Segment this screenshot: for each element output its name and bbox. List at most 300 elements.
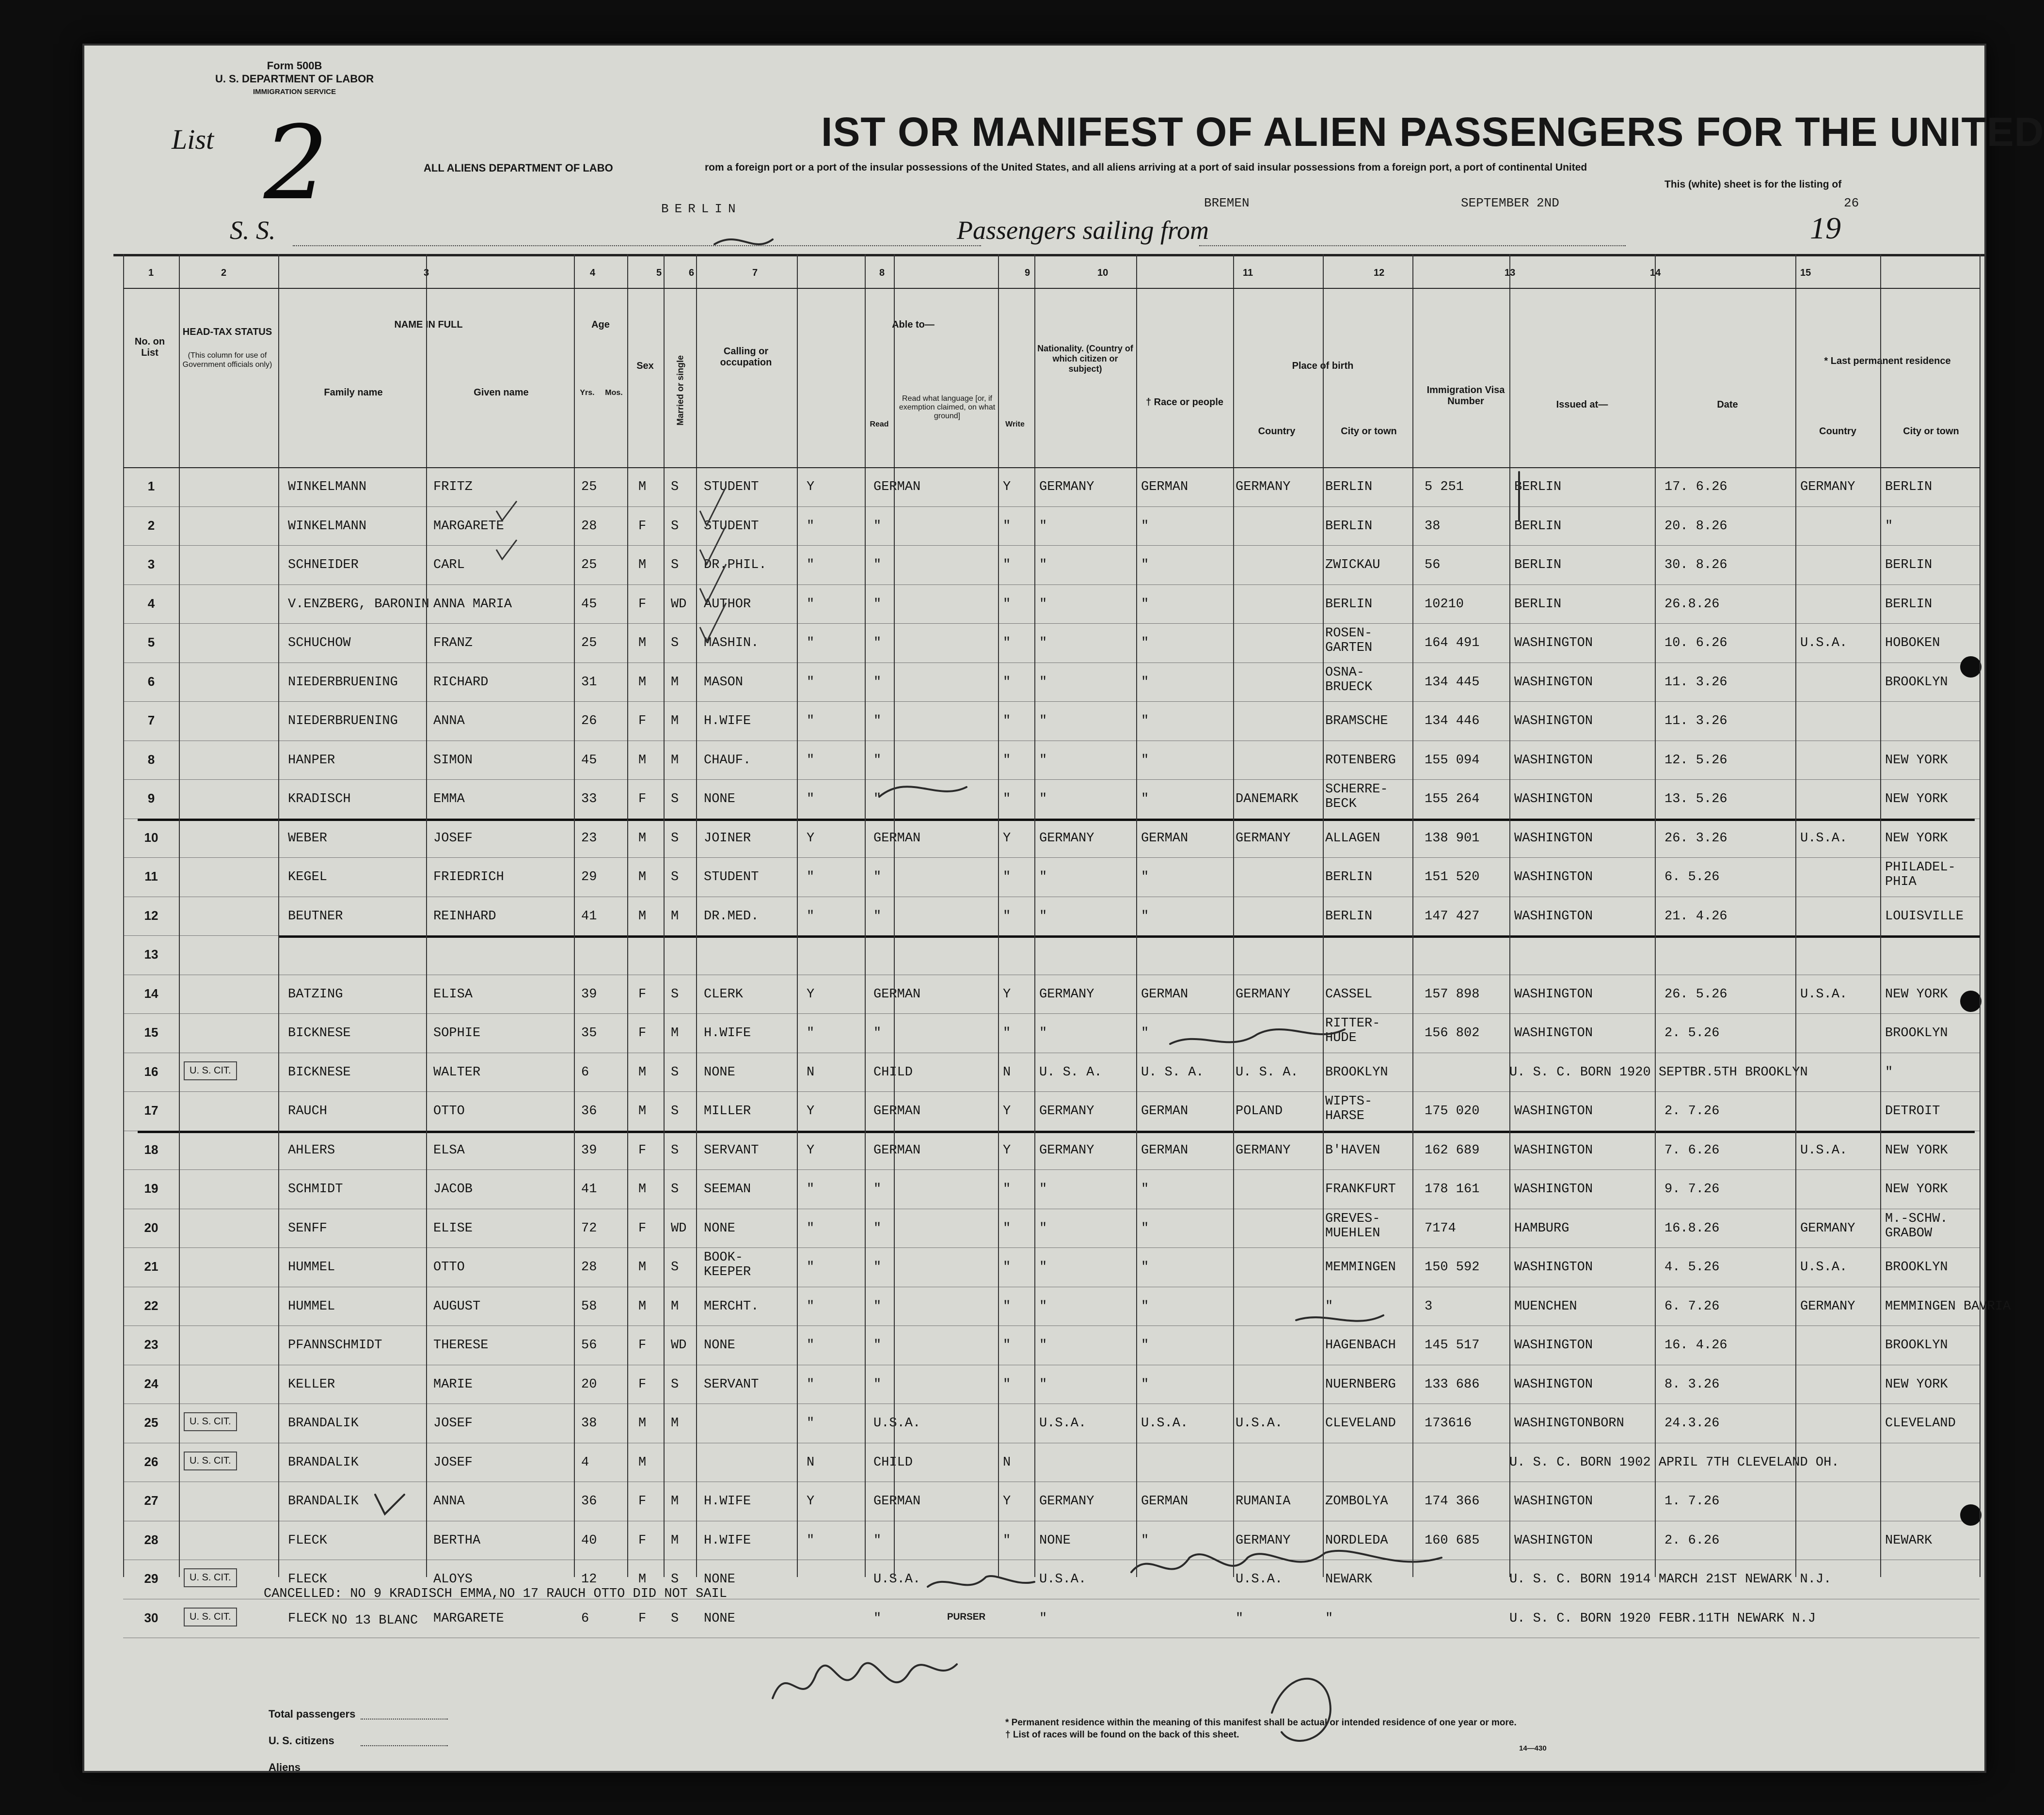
cell-lang: " xyxy=(873,597,882,612)
cell-rcity: M.-SCHW. GRABOW xyxy=(1885,1211,1948,1241)
cell-issued: U. S. C. BORN 1914 MARCH 21ST NEWARK N.J. xyxy=(1509,1572,1832,1587)
cell-issued: WASHINGTON xyxy=(1514,1143,1593,1158)
col-num-1: 1 xyxy=(148,268,154,278)
header-race: † Race or people xyxy=(1145,397,1224,408)
cell-nat: U.S.A. xyxy=(1039,1416,1087,1431)
cell-age: 6 xyxy=(581,1065,589,1080)
cell-given: MARGARETE xyxy=(433,1611,504,1626)
cell-sex: F xyxy=(638,1221,647,1236)
header-months: Mos. xyxy=(605,389,623,397)
cell-family: SENFF xyxy=(288,1221,328,1236)
col-num-4: 4 xyxy=(590,268,596,278)
cell-sex: F xyxy=(638,1533,647,1548)
cell-sex: M xyxy=(638,909,647,924)
cell-family: SCHNEIDER xyxy=(288,558,359,572)
cell-family: HUMMEL xyxy=(288,1260,335,1275)
cell-age: 20 xyxy=(581,1377,597,1392)
cell-given: JOSEF xyxy=(433,1416,473,1431)
cell-visa: 5 251 xyxy=(1425,480,1464,494)
cell-nat: " xyxy=(1039,597,1047,612)
cell-bcountry: GERMANY xyxy=(1236,1533,1291,1548)
cell-race: " xyxy=(1141,870,1149,884)
cell-visa: 134 445 xyxy=(1425,675,1480,690)
grid-vline xyxy=(1980,254,1981,1577)
cell-lang: " xyxy=(873,909,882,924)
cell-issued: WASHINGTON xyxy=(1514,792,1593,806)
cell-family: PFANNSCHMIDT xyxy=(288,1338,382,1353)
cell-race: " xyxy=(1141,1533,1149,1548)
cell-read: " xyxy=(807,792,815,806)
cell-nat: " xyxy=(1039,792,1047,806)
us-citizens-label: U. S. citizens xyxy=(269,1735,334,1747)
cell-ms: S xyxy=(671,519,679,534)
cell-given: REINHARD xyxy=(433,909,496,924)
grid-header-rule xyxy=(123,467,1980,468)
row-number: 24 xyxy=(144,1376,158,1391)
cell-rcity: NEWARK xyxy=(1885,1533,1933,1548)
cell-issued: WASHINGTON xyxy=(1514,753,1593,768)
cell-visa: 147 427 xyxy=(1425,909,1480,924)
cell-family: BICKNESE xyxy=(288,1065,351,1080)
us-citizen-stamp: U. S. CIT. xyxy=(184,1452,237,1470)
cell-ms: M xyxy=(671,753,679,768)
aliens-label: Aliens xyxy=(269,1761,301,1773)
cell-ms: M xyxy=(671,1416,679,1431)
cell-visa: 56 xyxy=(1425,558,1441,572)
cell-nat: " xyxy=(1039,1377,1047,1392)
cell-nat: " xyxy=(1039,519,1047,534)
cell-bcity: BERLIN xyxy=(1325,870,1373,884)
cell-age: 31 xyxy=(581,675,597,690)
cell-visa: 160 685 xyxy=(1425,1533,1480,1548)
row-number: 23 xyxy=(144,1337,158,1352)
cell-race: " xyxy=(1141,1182,1149,1197)
cell-date: 30. 8.26 xyxy=(1664,558,1727,572)
cell-issued: WASHINGTON xyxy=(1514,675,1593,690)
cell-issued: U. S. C. BORN 1920 FEBR.11TH NEWARK N.J xyxy=(1509,1611,1816,1626)
grid-vline xyxy=(1233,254,1234,1577)
cell-nat: " xyxy=(1039,1338,1047,1353)
cell-date: 26.8.26 xyxy=(1664,597,1720,612)
cell-family: KELLER xyxy=(288,1377,335,1392)
row-number: 28 xyxy=(144,1532,158,1547)
cell-sex: M xyxy=(638,1572,647,1587)
punch-hole-1 xyxy=(1960,656,1981,678)
cell-race: U. S. A. xyxy=(1141,1065,1204,1080)
cell-sex: M xyxy=(638,870,647,884)
cell-race: GERMAN xyxy=(1141,480,1188,494)
cell-occ: H.WIFE xyxy=(704,1533,751,1548)
cell-occ: SEEMAN xyxy=(704,1182,751,1197)
cell-age: 26 xyxy=(581,714,597,728)
cell-lang: " xyxy=(873,1611,882,1626)
cell-given: AUGUST xyxy=(433,1299,481,1314)
cell-issued: WASHINGTON xyxy=(1514,1377,1593,1392)
cell-read: N xyxy=(807,1455,815,1470)
cell-write: Y xyxy=(1003,831,1011,846)
col-num-14: 14 xyxy=(1650,268,1661,278)
cell-bcountry: POLAND xyxy=(1236,1104,1283,1119)
cell-given: BERTHA xyxy=(433,1533,481,1548)
cell-rcity: CLEVELAND xyxy=(1885,1416,1956,1431)
row-number: 26 xyxy=(144,1454,158,1469)
cell-write: N xyxy=(1003,1455,1011,1470)
header-given-name: Given name xyxy=(474,387,529,398)
col-num-5: 5 xyxy=(656,268,662,278)
cell-rcity: LOUISVILLE xyxy=(1885,909,1964,924)
cell-occ: STUDENT xyxy=(704,870,759,884)
cell-write: " xyxy=(1003,1377,1011,1392)
cell-race: " xyxy=(1141,714,1149,728)
cell-date: 11. 3.26 xyxy=(1664,714,1727,728)
cell-read: " xyxy=(807,1416,815,1431)
cell-family: V.ENZBERG, BARONIN xyxy=(288,597,429,612)
purser-label: PURSER xyxy=(947,1612,986,1622)
cell-occ: NONE xyxy=(704,1338,735,1353)
col-num-11: 11 xyxy=(1243,268,1253,278)
cell-race: " xyxy=(1141,792,1149,806)
cell-rcountry: U.S.A. xyxy=(1800,831,1848,846)
header-read-language: Read what language [or, if exemption claimed, on what ground] xyxy=(899,395,996,420)
cell-bcity: SCHERRE- BECK xyxy=(1325,782,1388,811)
cell-sex: F xyxy=(638,714,647,728)
cell-bcity: GREVES- MUEHLEN xyxy=(1325,1211,1380,1241)
cell-rcity: DETROIT xyxy=(1885,1104,1940,1119)
cell-nat: GERMANY xyxy=(1039,1143,1094,1158)
cell-occ: DR.PHIL. xyxy=(704,558,767,572)
cell-rcity: BROOKLYN xyxy=(1885,675,1948,690)
cell-write: " xyxy=(1003,909,1011,924)
cell-bcountry: RUMANIA xyxy=(1236,1494,1291,1509)
row-number: 27 xyxy=(144,1493,158,1508)
header-res-city: City or town xyxy=(1903,426,1959,437)
cell-ms: S xyxy=(671,792,679,806)
page-title: IST OR MANIFEST OF ALIEN PASSENGERS FOR THE UNITED xyxy=(821,109,2044,155)
cell-sex: F xyxy=(638,519,647,534)
cell-nat: GERMANY xyxy=(1039,1494,1094,1509)
cell-nat: U.S.A. xyxy=(1039,1572,1087,1587)
cell-occ: MERCHT. xyxy=(704,1299,759,1314)
cell-race: GERMAN xyxy=(1141,1494,1188,1509)
cell-occ: NONE xyxy=(704,792,735,806)
cell-issued: WASHINGTON xyxy=(1514,831,1593,846)
row-number: 1 xyxy=(147,479,155,493)
cell-age: 45 xyxy=(581,753,597,768)
cell-rcountry: U.S.A. xyxy=(1800,987,1848,1002)
cell-ms: S xyxy=(671,1143,679,1158)
cell-issued: U. S. C. BORN 1902 APRIL 7TH CLEVELAND OH. xyxy=(1509,1455,1839,1470)
row-number: 6 xyxy=(147,674,155,689)
cell-age: 33 xyxy=(581,792,597,806)
row-number: 21 xyxy=(144,1259,158,1274)
cell-lang: " xyxy=(873,1026,882,1041)
cell-family: HUMMEL xyxy=(288,1299,335,1314)
cell-bcity: BRAMSCHE xyxy=(1325,714,1388,728)
cell-age: 72 xyxy=(581,1221,597,1236)
col-num-3: 3 xyxy=(424,268,429,278)
cell-write: N xyxy=(1003,1065,1011,1080)
cell-given: JACOB xyxy=(433,1182,473,1197)
cell-issued: WASHINGTON xyxy=(1514,870,1593,884)
cell-race: " xyxy=(1141,519,1149,534)
cell-nat: " xyxy=(1039,636,1047,650)
cell-family: RAUCH xyxy=(288,1104,328,1119)
header-place-of-birth: Place of birth xyxy=(1292,361,1354,371)
row-number: 8 xyxy=(147,752,155,767)
cell-occ: CHAUF. xyxy=(704,753,751,768)
cell-family: NIEDERBRUENING xyxy=(288,675,398,690)
cell-occ: STUDENT xyxy=(704,480,759,494)
cell-bcity: ROTENBERG xyxy=(1325,753,1396,768)
cell-bcity: CASSEL xyxy=(1325,987,1373,1002)
cell-rcity: NEW YORK xyxy=(1885,831,1948,846)
cell-family: BEUTNER xyxy=(288,909,343,924)
cell-age: 25 xyxy=(581,558,597,572)
cell-rcountry: U.S.A. xyxy=(1800,1260,1848,1275)
cell-family: KEGEL xyxy=(288,870,328,884)
cell-bcountry: U.S.A. xyxy=(1236,1416,1283,1431)
grid-vline xyxy=(865,254,866,1577)
cell-write: " xyxy=(1003,870,1011,884)
header-last-residence: * Last permanent residence xyxy=(1824,356,1951,366)
cell-occ: MILLER xyxy=(704,1104,751,1119)
cell-visa: 38 xyxy=(1425,519,1441,534)
row-number: 5 xyxy=(147,635,155,649)
cell-bcountry: " xyxy=(1236,1611,1244,1626)
cell-bcountry: GERMANY xyxy=(1236,831,1291,846)
cell-bcity: NUERNBERG xyxy=(1325,1377,1396,1392)
cell-family: HANPER xyxy=(288,753,335,768)
cell-issued: BERLIN xyxy=(1514,597,1562,612)
cell-nat: " xyxy=(1039,1221,1047,1236)
cell-issued: HAMBURG xyxy=(1514,1221,1569,1236)
cell-given: RICHARD xyxy=(433,675,489,690)
grid-vline xyxy=(1655,254,1656,1577)
row-number: 18 xyxy=(144,1142,158,1157)
cell-age: 38 xyxy=(581,1416,597,1431)
cell-issued: WASHINGTONBORN xyxy=(1514,1416,1624,1431)
cell-date: 21. 4.26 xyxy=(1664,909,1727,924)
ship-name: BERLIN xyxy=(661,202,742,216)
cell-read: " xyxy=(807,1221,815,1236)
cell-sex: M xyxy=(638,480,647,494)
cell-lang: U.S.A. xyxy=(873,1416,921,1431)
grid-vline xyxy=(179,254,180,1577)
cell-bcity: ZOMBOLYA xyxy=(1325,1494,1388,1509)
cell-family: FLECK xyxy=(288,1611,328,1626)
cell-given: JOSEF xyxy=(433,1455,473,1470)
cell-bcountry: GERMANY xyxy=(1236,480,1291,494)
grid-vline xyxy=(574,254,575,1577)
cell-visa: 133 686 xyxy=(1425,1377,1480,1392)
grid-vline xyxy=(1880,254,1881,1577)
cell-bcity: ALLAGEN xyxy=(1325,831,1380,846)
cell-bcountry: U. S. A. xyxy=(1236,1065,1299,1080)
row-number: 30 xyxy=(144,1610,158,1625)
cell-issued: BERLIN xyxy=(1514,519,1562,534)
col-num-13: 13 xyxy=(1505,268,1516,278)
cell-write: " xyxy=(1003,519,1011,534)
subtitle-left: ALL ALIENS DEPARTMENT OF LABO xyxy=(424,162,613,174)
cell-visa: 150 592 xyxy=(1425,1260,1480,1275)
cell-visa: 155 264 xyxy=(1425,792,1480,806)
cell-sex: M xyxy=(638,675,647,690)
cell-given: ANNA xyxy=(433,714,465,728)
cell-visa: 7174 xyxy=(1425,1221,1456,1236)
row-number: 15 xyxy=(144,1025,158,1040)
cell-age: 25 xyxy=(581,480,597,494)
cell-bcity: HAGENBACH xyxy=(1325,1338,1396,1353)
col-num-6: 6 xyxy=(689,268,695,278)
cell-issued: WASHINGTON xyxy=(1514,636,1593,650)
col-num-8: 8 xyxy=(879,268,885,278)
cell-nat: U. S. A. xyxy=(1039,1065,1102,1080)
initials-signature xyxy=(928,1576,1034,1587)
cell-sex: M xyxy=(638,1260,647,1275)
cell-race: GERMAN xyxy=(1141,1143,1188,1158)
cell-visa: 145 517 xyxy=(1425,1338,1480,1353)
cell-write: " xyxy=(1003,636,1011,650)
cell-lang: " xyxy=(873,714,882,728)
subtitle-right: rom a foreign port or a port of the insular possessions of the United States, and all aliens arriving at a port of said insular possessions from a foreign port, a port of continental United xyxy=(705,162,1587,173)
cell-read: " xyxy=(807,1182,815,1197)
header-family-name: Family name xyxy=(324,387,383,398)
year-label: 19 xyxy=(1810,211,1841,245)
grid-vline xyxy=(278,254,279,1577)
cell-given: OTTO xyxy=(433,1104,465,1119)
cell-race: " xyxy=(1141,1221,1149,1236)
cell-given: EMMA xyxy=(433,792,465,806)
cell-date: 26. 3.26 xyxy=(1664,831,1727,846)
cell-race: GERMAN xyxy=(1141,987,1188,1002)
departure-port: BREMEN xyxy=(1204,196,1250,210)
grid-vline xyxy=(627,254,628,1577)
row-number: 9 xyxy=(147,791,155,805)
official-signature xyxy=(1131,1551,1442,1572)
cell-date: 6. 7.26 xyxy=(1664,1299,1720,1314)
department-name: U. S. DEPARTMENT OF LABOR xyxy=(215,73,374,85)
cell-bcity: BROOKLYN xyxy=(1325,1065,1388,1080)
cell-age: 39 xyxy=(581,1143,597,1158)
cell-rcountry: U.S.A. xyxy=(1800,1143,1848,1158)
cell-rcountry: GERMANY xyxy=(1800,480,1855,494)
sailing-label: Passengers sailing from xyxy=(957,216,1209,245)
cell-sex: M xyxy=(638,1299,647,1314)
cell-bcity: ZWICKAU xyxy=(1325,558,1380,572)
cell-date: 11. 3.26 xyxy=(1664,675,1727,690)
cell-family: BRANDALIK xyxy=(288,1455,359,1470)
cell-given: WALTER xyxy=(433,1065,481,1080)
cell-age: 40 xyxy=(581,1533,597,1548)
purser-signature xyxy=(773,1663,957,1698)
cell-write: " xyxy=(1003,753,1011,768)
cell-occ: H.WIFE xyxy=(704,714,751,728)
cell-nat: " xyxy=(1039,753,1047,768)
cell-read: " xyxy=(807,753,815,768)
row-number: 16 xyxy=(144,1064,158,1079)
cell-read: " xyxy=(807,1533,815,1548)
cell-visa: 162 689 xyxy=(1425,1143,1480,1158)
header-able-to: Able to— xyxy=(892,319,935,330)
cell-race: " xyxy=(1141,636,1149,650)
cell-read: " xyxy=(807,1260,815,1275)
cell-occ: MASON xyxy=(704,675,744,690)
cell-given: ELISE xyxy=(433,1221,473,1236)
cell-race: " xyxy=(1141,1260,1149,1275)
cell-nat: " xyxy=(1039,1299,1047,1314)
row-number: 29 xyxy=(144,1571,158,1586)
row-number: 14 xyxy=(144,986,158,1001)
cell-age: 36 xyxy=(581,1104,597,1119)
cell-bcountry: GERMANY xyxy=(1236,1143,1291,1158)
cell-lang: GERMAN xyxy=(873,987,921,1002)
cell-bcountry: GERMANY xyxy=(1236,987,1291,1002)
row-number: 22 xyxy=(144,1298,158,1313)
cell-lang: " xyxy=(873,1260,882,1275)
cell-read: Y xyxy=(807,987,815,1002)
cell-given: ELSA xyxy=(433,1143,465,1158)
cell-age: 4 xyxy=(581,1455,589,1470)
header-no-on-list: No. on List xyxy=(134,336,165,358)
cell-read: " xyxy=(807,1026,815,1041)
punch-hole-2 xyxy=(1960,991,1981,1012)
cell-lang: " xyxy=(873,1377,882,1392)
cell-given: FRIEDRICH xyxy=(433,870,504,884)
row-number: 10 xyxy=(144,830,158,845)
cell-sex: F xyxy=(638,1338,647,1353)
cell-write: " xyxy=(1003,558,1011,572)
cell-rcity: BERLIN xyxy=(1885,558,1933,572)
aliens-dotted-line xyxy=(361,1772,448,1773)
header-head-tax-note: (This column for use of Government officials only) xyxy=(182,351,272,369)
cell-ms: M xyxy=(671,909,679,924)
cell-lang: " xyxy=(873,675,882,690)
cell-nat: GERMANY xyxy=(1039,987,1094,1002)
cell-race: " xyxy=(1141,1026,1149,1041)
cell-rcity: BROOKLYN xyxy=(1885,1260,1948,1275)
cell-age: 36 xyxy=(581,1494,597,1509)
cell-occ: BOOK- KEEPER xyxy=(704,1250,751,1279)
cell-issued: WASHINGTON xyxy=(1514,1104,1593,1119)
cell-nat: " xyxy=(1039,909,1047,924)
cell-read: " xyxy=(807,519,815,534)
cell-nat: " xyxy=(1039,714,1047,728)
cell-write: " xyxy=(1003,714,1011,728)
cell-write: " xyxy=(1003,1299,1011,1314)
cell-family: BATZING xyxy=(288,987,343,1002)
cell-family: BRANDALIK xyxy=(288,1416,359,1431)
footnote-residence: * Permanent residence within the meaning of this manifest shall be actual or intended residence of one year or more. xyxy=(1005,1718,1517,1728)
cell-date: 9. 7.26 xyxy=(1664,1182,1720,1197)
cell-age: 41 xyxy=(581,909,597,924)
grid-vline xyxy=(1034,254,1035,1577)
cell-bcity: BERLIN xyxy=(1325,597,1373,612)
cell-date: 16. 4.26 xyxy=(1664,1338,1727,1353)
cell-rcity: NEW YORK xyxy=(1885,1182,1948,1197)
grid-vline xyxy=(797,254,798,1577)
cell-family: SCHMIDT xyxy=(288,1182,343,1197)
cell-ms: S xyxy=(671,1104,679,1119)
cell-race: " xyxy=(1141,1377,1149,1392)
cell-bcountry: DANEMARK xyxy=(1236,792,1299,806)
grid-vline xyxy=(1795,254,1796,1577)
header-age: Age xyxy=(591,319,610,330)
cell-visa: 174 366 xyxy=(1425,1494,1480,1509)
cell-sex: M xyxy=(638,636,647,650)
cell-family: BICKNESE xyxy=(288,1026,351,1041)
cell-race: " xyxy=(1141,753,1149,768)
cell-rcountry: GERMANY xyxy=(1800,1299,1855,1314)
